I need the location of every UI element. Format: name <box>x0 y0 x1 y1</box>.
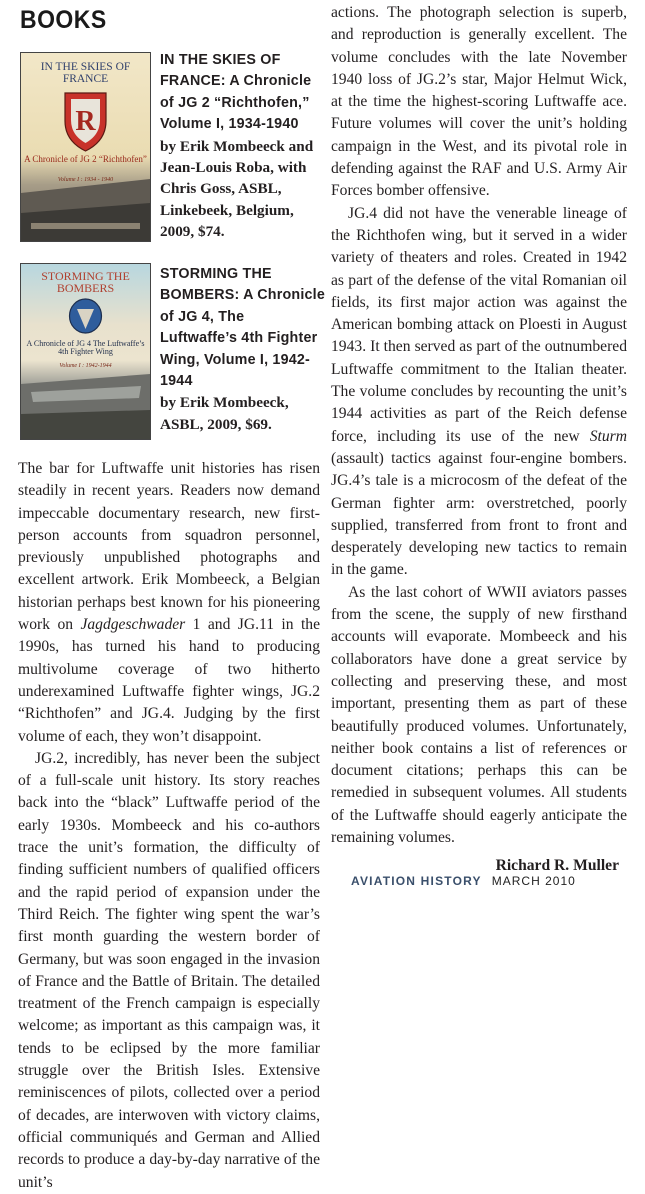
cover-title: STORMING THE BOMBERS <box>41 269 130 295</box>
text-run: (assault) tactics against four-engine bombers. JG.4’s tale is a microcosm of the defeat of the German fighter arm: overstretched, poorly supplied, transferred from front to front and desperately developing new tactics to remain in the game. <box>331 449 627 579</box>
cover-subtitle: A Chronicle of JG 2 “Richthofen” <box>24 154 147 164</box>
book-entry-2 <box>160 264 325 435</box>
review-paragraph <box>331 203 627 582</box>
book-title: STORMING THE BOMBERS: A Chronicle of JG 4, The Luftwaffe’s 4th Fighter Wing, Volume I, 1942-1944 <box>160 266 325 390</box>
text-run: JG.4 did not have the venerable lineage of the Richthofen wing, but it served in a wider variety of theaters and roles. Created in 1942 as part of the defense of the vital Romanian oil fields, its first major action was against the American bombing attack on Ploesti in August 1943. It then served as part of the outnumbered Luftwaffe commitment to the Italian theater. The volume concludes by recounting the unit’s 1944 activities as part of the Reich defense force, including its use of the new <box>331 204 627 445</box>
book-byline: by Erik Mombeeck and Jean-Louis Roba, with Chris Goss, ASBL, Linkebeek, Belgium, 2009, $74. <box>160 137 314 241</box>
book-cover-jg2 <box>20 52 151 242</box>
section-title: BOOKS <box>20 6 107 34</box>
cover-volume: Volume I : 1942-1944 <box>59 363 112 369</box>
cover-subtitle: A Chronicle of JG 4 The Luftwaffe’s 4th Fighter Wing <box>26 339 145 356</box>
jg2-emblem-icon <box>21 53 150 241</box>
review-paragraph-continued: actions. The photograph selection is superb, and reproduction is generally excellent. The volume concludes with the late November 1940 loss of JG.2’s star, Major Helmut Wick, at the time the highest-scoring Luftwaffe ace. Future volumes will cover the unit’s holding campaign in the West, and its pivotal role in defending against the RAF and U.S. Army Air Forces bomber offensive. <box>331 4 627 200</box>
text-run: The bar for Luftwaffe unit histories has risen steadily in recent years. Readers now demand impeccable documentary research, new first-person accounts from squadron personnel, previously unpublished photographs and excellent artwork. Erik Mombeeck, a Belgian historian perhaps best known for his pioneering work on <box>18 460 320 634</box>
book-title: IN THE SKIES OF FRANCE: A Chronicle of JG 2 “Richthofen,” Volume I, 1934-1940 <box>160 52 312 133</box>
issue-date: MARCH 2010 <box>491 874 576 888</box>
italic-run: Sturm <box>589 427 627 445</box>
book-cover-jg4 <box>20 263 151 440</box>
page-footer <box>351 874 576 889</box>
italic-run: Jagdgeschwader <box>80 616 186 634</box>
review-paragraph: As the last cohort of WWII aviators passes from the scene, the supply of new firsthand accounts will evaporate. Mombeeck and his collaborators have done a great service by collecting and preserving these, and most important, presenting them as part of these beautifully produced volumes. Unfortunately, neither book contains a list of references or document citations; perhaps this can be remedied in subsequent volumes. All students of the Luftwaffe should eagerly anticipate the remaining volumes. <box>331 583 627 846</box>
svg-text:R: R <box>75 106 96 137</box>
text-run: 1 and JG.11 in the 1990s, has turned his hand to producing multivolume coverage of two hitherto underexamined Luftwaffe fighter wings, JG.2 “Richthofen” and JG.4. Judging by the first volume of each, they won’t disappoint. <box>18 616 320 745</box>
review-paragraph: JG.2, incredibly, has never been the subject of a full-scale unit history. Its story reaches back into the “black” Luftwaffe period of the early 1930s. Mombeeck and his co-authors trace the unit’s formation, the difficulty of finding sufficient numbers of qualified officers and the rapid period of expansion under the Third Reich. The fighter wing spent the war’s first month guarding the western border of Germany, but was soon engaged in the invasion of France and the Battle of Britain. The detailed treatment of the French campaign is especially welcome; as important as this campaign was, it tends to be eclipsed by the more familiar struggle over the British Isles. Extensive reminiscences of pilots, collected over a period of decades, are interwoven with victory claims, official communiqués and German and Allied records to produce a day-by-day narrative of the unit’s <box>18 749 320 1191</box>
book-entry-1 <box>160 50 325 243</box>
cover-volume: Volume I : 1934 - 1940 <box>57 177 114 183</box>
review-column-right <box>331 2 627 878</box>
magazine-name: AVIATION HISTORY <box>351 874 482 888</box>
book-byline: by Erik Mombeeck, ASBL, 2009, $69. <box>160 394 289 433</box>
review-paragraph <box>18 458 320 748</box>
review-author: Richard R. Muller <box>495 857 619 875</box>
review-column-left <box>18 458 320 1194</box>
cover-title: IN THE SKIES OF FRANCE <box>40 61 131 85</box>
